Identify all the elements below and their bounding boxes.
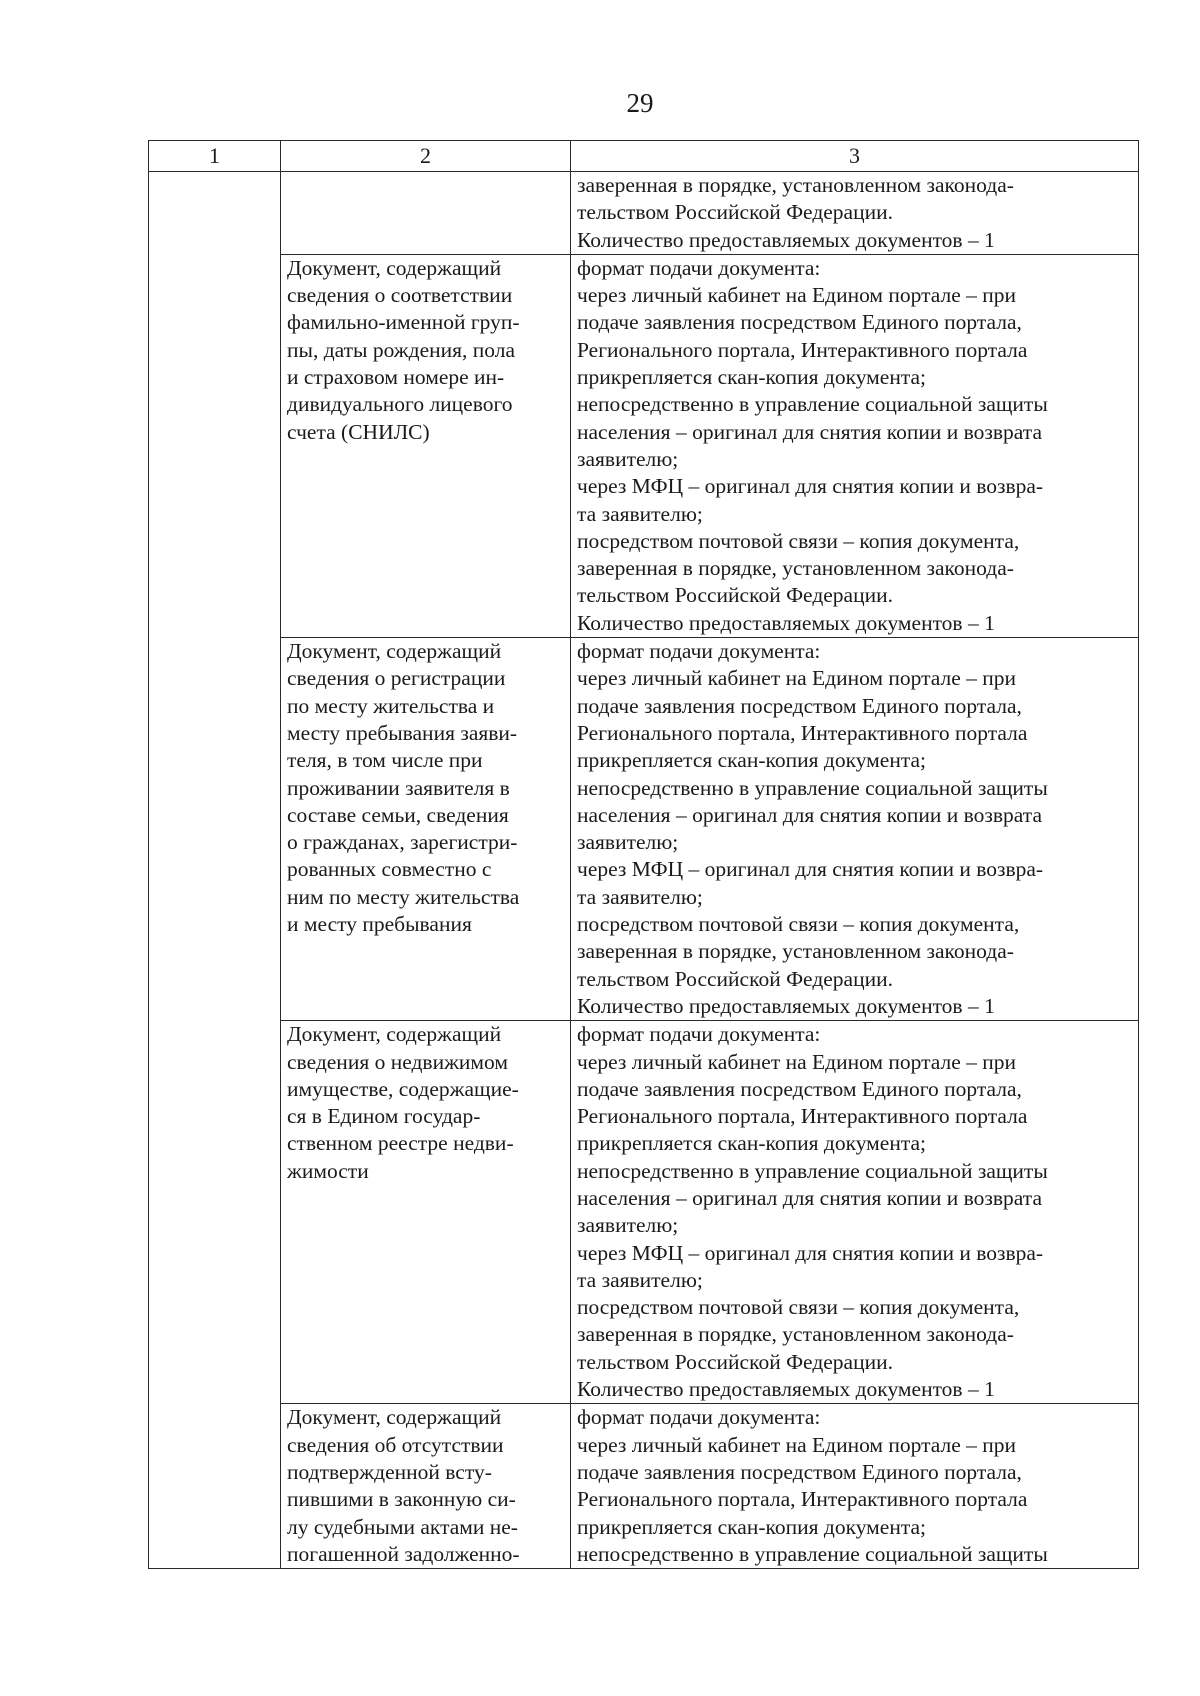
submission-format-line: Количество предоставляемых документов – 1 bbox=[577, 1377, 995, 1402]
submission-format-line: заверенная в порядке, установленном законода- bbox=[577, 939, 1014, 964]
submission-format-line: посредством почтовой связи – копия документа, bbox=[577, 528, 1020, 553]
document-name-line: составе семьи, сведения bbox=[287, 802, 509, 827]
document-name-cell bbox=[281, 1404, 571, 1569]
table-row bbox=[149, 1021, 1139, 1404]
submission-format-cell bbox=[571, 638, 1139, 1021]
column-1-cell bbox=[149, 172, 281, 1569]
document-name-line: пившими в законную си- bbox=[287, 1487, 516, 1512]
document-name-line: дивидуального лицевого bbox=[287, 392, 513, 417]
submission-format-line: прикрепляется скан-копия документа; bbox=[577, 1131, 927, 1156]
submission-format-line: заявителю; bbox=[577, 830, 679, 855]
submission-format-line: Количество предоставляемых документов – 1 bbox=[577, 993, 995, 1018]
document-name-line: фамильно-именной груп- bbox=[287, 310, 520, 335]
submission-format-line: непосредственно в управление социальной защиты bbox=[577, 1541, 1048, 1566]
table-row bbox=[149, 638, 1139, 1021]
document-name-line: ственном реестре недви- bbox=[287, 1131, 514, 1156]
submission-format-line: Регионального портала, Интерактивного портала bbox=[577, 720, 1028, 745]
document-name-line: по месту жительства и bbox=[287, 693, 495, 718]
submission-format-line: Регионального портала, Интерактивного портала bbox=[577, 1104, 1028, 1129]
submission-format-line: посредством почтовой связи – копия документа, bbox=[577, 1295, 1020, 1320]
submission-format-line: через личный кабинет на Едином портале – при bbox=[577, 1049, 1017, 1074]
document-name-line: погашенной задолженно- bbox=[287, 1541, 520, 1566]
submission-format-line: тельством Российской Федерации. bbox=[577, 200, 893, 225]
table-row bbox=[149, 254, 1139, 637]
document-name-line: сведения о соответствии bbox=[287, 283, 513, 308]
document-name-cell bbox=[281, 172, 571, 255]
table-header-row bbox=[149, 141, 1139, 172]
submission-format-line: подаче заявления посредством Единого портала, bbox=[577, 310, 1022, 335]
document-name-line: и месту пребывания bbox=[287, 912, 472, 937]
submission-format-line: тельством Российской Федерации. bbox=[577, 966, 893, 991]
submission-format-line: через МФЦ – оригинал для снятия копии и возвра- bbox=[577, 474, 1044, 499]
submission-format-line: та заявителю; bbox=[577, 884, 703, 909]
submission-format-line: Количество предоставляемых документов – 1 bbox=[577, 227, 995, 252]
document-name-line: месту пребывания заяви- bbox=[287, 720, 518, 745]
document-name-line: теля, в том числе при bbox=[287, 748, 483, 773]
submission-format-line: заверенная в порядке, установленном законода- bbox=[577, 173, 1014, 197]
column-header-1: 1 bbox=[149, 141, 281, 172]
submission-format-line: та заявителю; bbox=[577, 501, 703, 526]
submission-format-line: формат подачи документа: bbox=[577, 1022, 821, 1047]
document-name-line: Документ, содержащий bbox=[287, 1022, 502, 1047]
submission-format-line: через МФЦ – оригинал для снятия копии и возвра- bbox=[577, 857, 1044, 882]
document-name-line: проживании заявителя в bbox=[287, 775, 510, 800]
submission-format-cell bbox=[571, 1404, 1139, 1569]
submission-format-line: формат подачи документа: bbox=[577, 1405, 821, 1430]
submission-format-line: Регионального портала, Интерактивного портала bbox=[577, 1487, 1028, 1512]
submission-format-line: заявителю; bbox=[577, 1213, 679, 1238]
column-header-2: 2 bbox=[281, 141, 571, 172]
document-name-line: пы, даты рождения, пола bbox=[287, 337, 516, 362]
documents-table bbox=[148, 140, 1139, 1569]
document-name-line: о гражданах, зарегистри- bbox=[287, 830, 518, 855]
submission-format-line: заявителю; bbox=[577, 446, 679, 471]
submission-format-line: Количество предоставляемых документов – 1 bbox=[577, 610, 995, 635]
submission-format-cell bbox=[571, 254, 1139, 637]
submission-format-line: подаче заявления посредством Единого портала, bbox=[577, 693, 1022, 718]
column-header-3: 3 bbox=[571, 141, 1139, 172]
submission-format-line: непосредственно в управление социальной защиты bbox=[577, 1158, 1048, 1183]
submission-format-line: населения – оригинал для снятия копии и возврата bbox=[577, 802, 1042, 827]
document-name-line: жимости bbox=[287, 1158, 369, 1183]
submission-format-line: заверенная в порядке, установленном законода- bbox=[577, 556, 1014, 581]
table-row bbox=[149, 172, 1139, 255]
submission-format-line: заверенная в порядке, установленном законода- bbox=[577, 1322, 1014, 1347]
page-number: 29 bbox=[626, 88, 654, 118]
document-name-line: сведения о недвижимом bbox=[287, 1049, 508, 1074]
submission-format-line: прикрепляется скан-копия документа; bbox=[577, 365, 927, 390]
submission-format-line: непосредственно в управление социальной защиты bbox=[577, 775, 1048, 800]
submission-format-line: посредством почтовой связи – копия документа, bbox=[577, 912, 1020, 937]
submission-format-cell bbox=[571, 172, 1139, 255]
submission-format-line: Регионального портала, Интерактивного портала bbox=[577, 337, 1028, 362]
submission-format-line: тельством Российской Федерации. bbox=[577, 1349, 893, 1374]
table-row bbox=[149, 1404, 1139, 1569]
submission-format-line: через личный кабинет на Едином портале – при bbox=[577, 283, 1017, 308]
document-name-line: ним по месту жительства bbox=[287, 884, 520, 909]
submission-format-line: населения – оригинал для снятия копии и возврата bbox=[577, 1185, 1042, 1210]
document-name-line: лу судебными актами не- bbox=[287, 1514, 518, 1539]
document-name-line: сведения об отсутствии bbox=[287, 1432, 504, 1457]
table-body bbox=[149, 172, 1139, 1569]
document-name-line: ся в Едином государ- bbox=[287, 1104, 481, 1129]
document-name-cell bbox=[281, 638, 571, 1021]
submission-format-line: через личный кабинет на Едином портале – при bbox=[577, 666, 1017, 691]
document-name-cell bbox=[281, 254, 571, 637]
submission-format-line: тельством Российской Федерации. bbox=[577, 583, 893, 608]
document-name-line: Документ, содержащий bbox=[287, 255, 502, 280]
submission-format-line: прикрепляется скан-копия документа; bbox=[577, 1514, 927, 1539]
submission-format-line: формат подачи документа: bbox=[577, 639, 821, 664]
submission-format-line: через личный кабинет на Едином портале – при bbox=[577, 1432, 1017, 1457]
document-name-cell bbox=[281, 1021, 571, 1404]
document-name-line: подтвержденной всту- bbox=[287, 1459, 492, 1484]
submission-format-line: подаче заявления посредством Единого портала, bbox=[577, 1459, 1022, 1484]
submission-format-line: через МФЦ – оригинал для снятия копии и возвра- bbox=[577, 1240, 1044, 1265]
submission-format-line: подаче заявления посредством Единого портала, bbox=[577, 1076, 1022, 1101]
document-name-line: рованных совместно с bbox=[287, 857, 492, 882]
document-name-line: Документ, содержащий bbox=[287, 639, 502, 664]
submission-format-line: населения – оригинал для снятия копии и возврата bbox=[577, 419, 1042, 444]
document-name-line: имуществе, содержащие- bbox=[287, 1076, 519, 1101]
submission-format-line: непосредственно в управление социальной защиты bbox=[577, 392, 1048, 417]
document-name-line: Документ, содержащий bbox=[287, 1405, 502, 1430]
submission-format-line: прикрепляется скан-копия документа; bbox=[577, 748, 927, 773]
submission-format-cell bbox=[571, 1021, 1139, 1404]
submission-format-line: формат подачи документа: bbox=[577, 255, 821, 280]
document-name-line: счета (СНИЛС) bbox=[287, 419, 430, 444]
submission-format-line: та заявителю; bbox=[577, 1267, 703, 1292]
document-name-line: сведения о регистрации bbox=[287, 666, 506, 691]
document-name-line: и страховом номере ин- bbox=[287, 365, 505, 390]
